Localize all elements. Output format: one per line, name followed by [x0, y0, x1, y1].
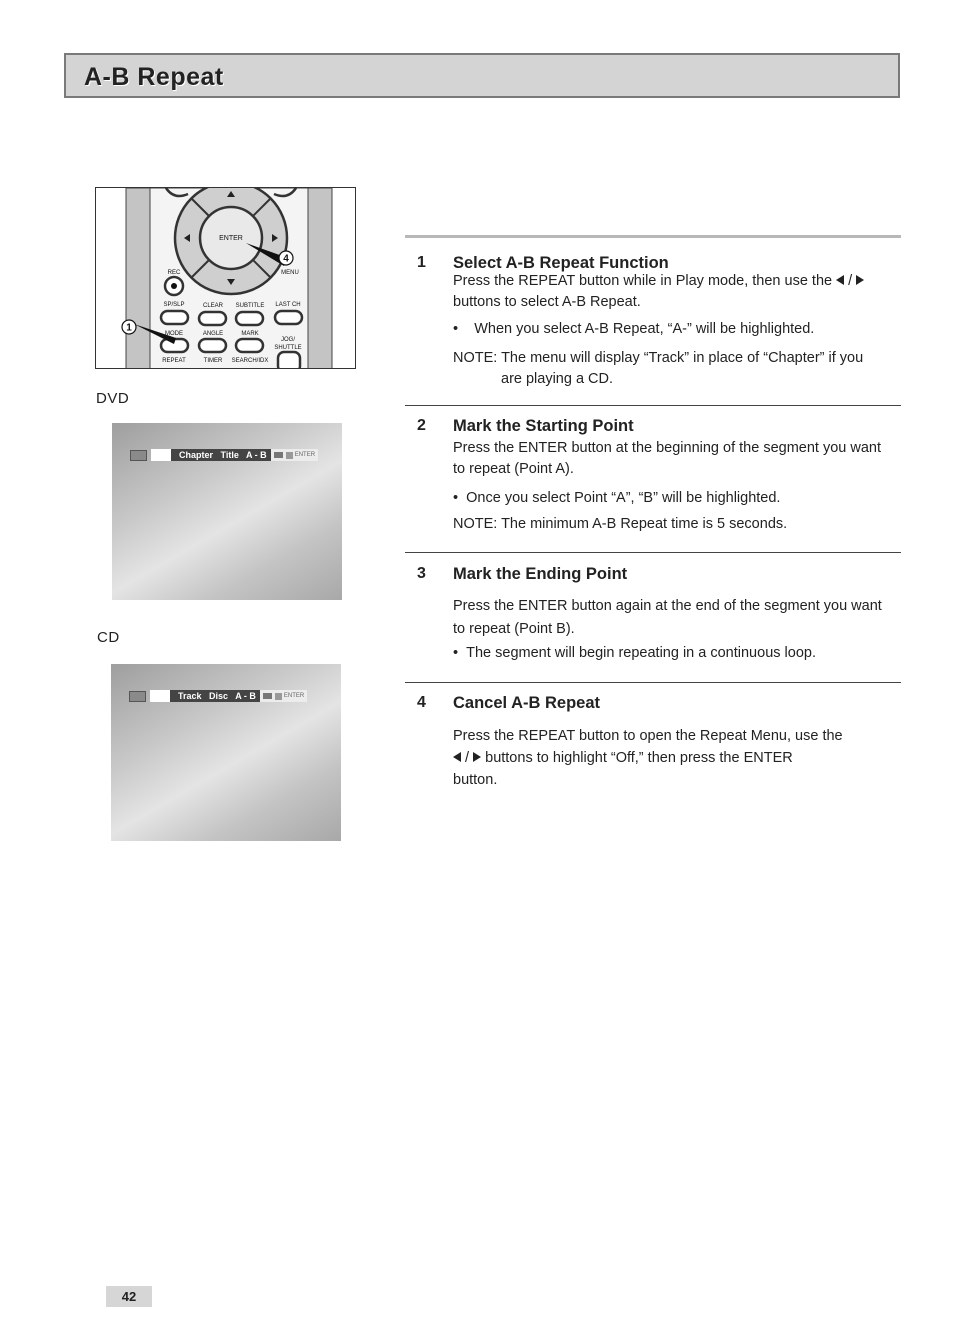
osd-nav-hint: ENTER	[260, 690, 307, 702]
step-1-number: 1	[417, 254, 426, 271]
repeat-icon	[130, 450, 147, 461]
remote-label: SHUTTLE	[274, 345, 302, 351]
step-3-bullet: • The segment will begin repeating in a continuous loop.	[453, 645, 816, 661]
remote-label: 4	[283, 253, 289, 265]
cd-screen	[111, 664, 341, 841]
step-4-text: Press the REPEAT button to open the Repeat Menu, use the / buttons to highlight “Off,” then press the ENTER button.	[453, 728, 843, 788]
remote-label: REPEAT	[162, 358, 186, 364]
enter-key-icon	[275, 693, 282, 700]
remote-label: REC	[167, 270, 181, 276]
step-4-title: Cancel A-B Repeat	[453, 694, 601, 712]
step-3-number: 3	[417, 565, 426, 582]
cd-repeat-osd	[129, 690, 307, 702]
step-4-number: 4	[417, 694, 426, 711]
osd-blank-field	[150, 690, 170, 702]
steps-top-rule	[405, 235, 901, 238]
osd-nav-hint: ENTER	[271, 449, 318, 461]
remote-label: SEARCH/IDX	[231, 358, 269, 364]
remote-label: ENTER	[219, 235, 243, 242]
remote-label: MODE	[165, 331, 183, 337]
remote-label: CLEAR	[202, 303, 224, 309]
step-2-number: 2	[417, 417, 426, 434]
step-3-text: Press the ENTER button again at the end of the segment you want to repeat (Point B).	[453, 598, 882, 637]
remote-label: SP/SLP	[163, 302, 185, 308]
remote-label: MENU	[281, 270, 299, 276]
osd-blank-field	[151, 449, 171, 461]
cd-label: CD	[97, 629, 120, 646]
step-2-note: NOTE: The minimum A-B Repeat time is 5 seconds.	[453, 516, 788, 532]
dvd-screen	[112, 423, 342, 600]
page-number: 42	[106, 1286, 152, 1307]
divider	[405, 552, 901, 553]
step-2-bullet: • Once you select Point “A”, “B” will be highlighted.	[453, 490, 781, 506]
remote-label: TIMER	[203, 358, 223, 364]
osd-repeat-options: Chapter Title A - B	[171, 449, 271, 461]
remote-label: ANGLE	[202, 331, 224, 337]
remote-label: 1	[126, 322, 132, 334]
remote-label: JOG/	[280, 337, 296, 343]
left-arrow-icon	[453, 752, 461, 762]
remote-drawing	[96, 188, 356, 369]
dvd-repeat-osd	[130, 449, 318, 461]
step-3-title: Mark the Ending Point	[453, 565, 628, 583]
enter-key-icon	[286, 452, 293, 459]
right-arrow-icon	[856, 275, 864, 285]
divider	[405, 682, 901, 683]
osd-repeat-options: Track Disc A - B	[170, 690, 260, 702]
page-title: A-B Repeat	[84, 63, 224, 91]
step-1-note: NOTE: The menu will display “Track” in place of “Chapter” if you are playing a CD.	[453, 350, 864, 387]
remote-illustration	[95, 187, 356, 369]
divider	[405, 405, 901, 406]
left-right-icon	[263, 693, 272, 699]
step-1-text: Press the REPEAT button while in Play mode, then use the / buttons to select A-B Repeat.	[453, 271, 903, 313]
repeat-icon	[129, 691, 146, 702]
remote-label: MARK	[241, 331, 259, 337]
step-1-title: Select A-B Repeat Function	[453, 254, 669, 272]
step-1-bullet: • When you select A-B Repeat, “A-” will be highlighted.	[453, 321, 815, 337]
left-right-icon	[274, 452, 283, 458]
remote-label: SUBTITLE	[235, 303, 265, 309]
dvd-label: DVD	[96, 390, 130, 407]
right-arrow-icon	[473, 752, 481, 762]
left-arrow-icon	[836, 275, 844, 285]
step-2-title: Mark the Starting Point	[453, 417, 634, 435]
step-2-text: Press the ENTER button at the beginning of the segment you want to repeat (Point A).	[453, 440, 882, 477]
title-bar	[64, 53, 900, 98]
remote-label: LAST CH	[275, 302, 301, 308]
